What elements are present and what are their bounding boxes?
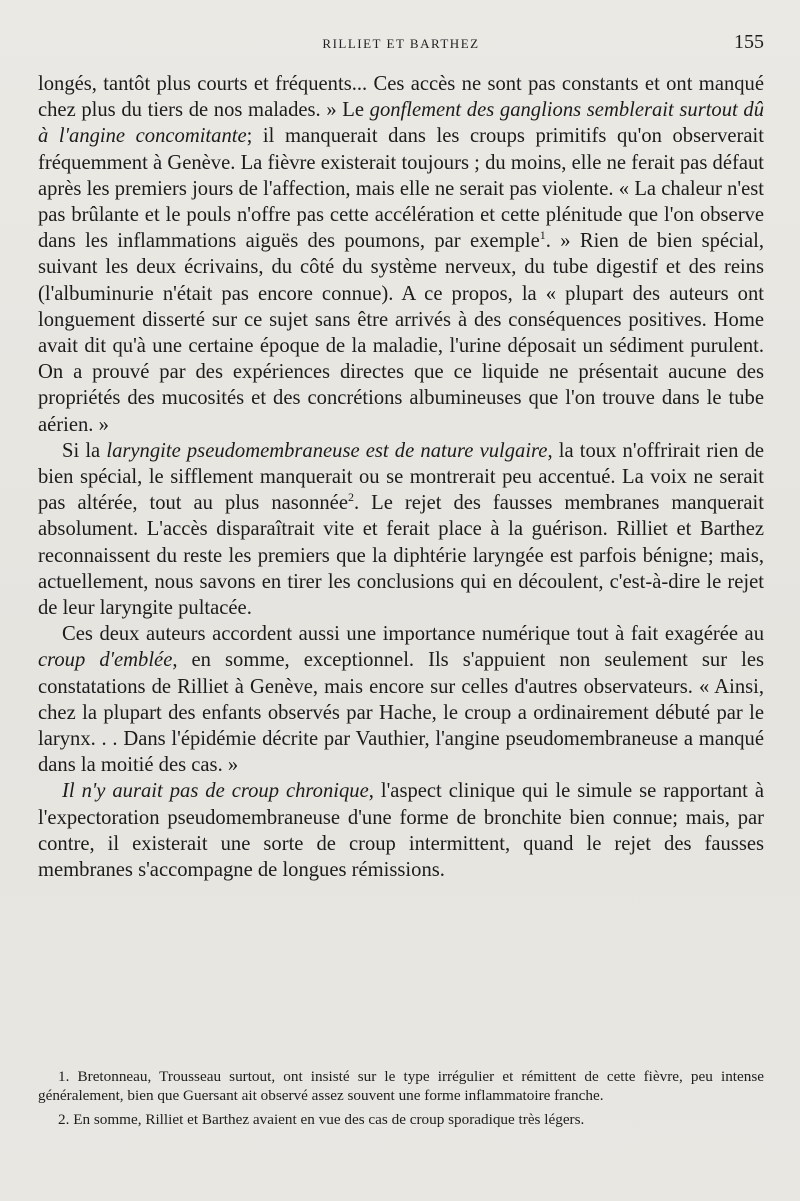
- running-head: [38, 32, 764, 58]
- text-run: ; il manquerait dans les croups primitifs qu'on observerait fréquemment à Genève. La fièvre existerait toujours ; du moins, elle ne ferait pas défaut après les premiers jours de l'affection, mais elle ne serait pas violente. « La chaleur n'est pas brûlante et le pouls n'offre pas cette accélération et cette plénitude que l'on observe dans les inflammations aiguës des poumons, par exemple: [38, 125, 764, 253]
- running-title: RILLIET ET BARTHEZ: [322, 36, 480, 51]
- footnote-2: 2. En somme, Rilliet et Barthez avaient en vue des cas de croup sporadique très légers.: [58, 1110, 585, 1128]
- text-run: . Le rejet des fausses membranes manquerait absolument. L'accès disparaîtrait vite et ferait place à la guérison. Rilliet et Barthez reconnaissent du reste les premiers que la diphtérie laryngée est parfois bénigne; mais, actuellement, nous savons en tirer les conclusions qui en découlent, c'est-à-dire le rejet de leur laryngite pultacée.: [38, 492, 764, 620]
- text-run: Si la: [62, 439, 107, 462]
- paragraph: [38, 778, 764, 883]
- footnote-ref: 1: [539, 228, 546, 243]
- text-run: , en somme, exceptionnel. Ils s'appuient non seulement sur les constatations de Rilliet à Genève, mais encore sur celles d'autres observateurs. « Ainsi, chez la plupart des enfants observés par Hache, le croup a ordinairement débuté par le larynx. . . Dans l'épidémie décrite par Vauthier, l'angine pseudomembraneuse a manqué dans la moitié des cas. »: [38, 649, 764, 777]
- text-run: longés, tantôt plus courts et fréquents... Ces accès ne sont pas constants et ont manqué chez plus du tiers de nos malades. » Le: [38, 73, 764, 122]
- text-run: , l'aspect clinique qui le simule se rapportant à l'expectoration pseudomembraneuse d'une forme de bronchite bien connue; mais, par contre, il existerait une sorte de croup intermittent, quand le rejet des fausses membranes s'accompagne de longues rémissions.: [38, 780, 764, 882]
- page-number: 155: [734, 31, 764, 53]
- text-run: Ces deux auteurs accordent aussi une importance numérique tout à fait exagérée au: [62, 623, 764, 646]
- paragraph: [38, 71, 764, 438]
- footnotes: [38, 1067, 764, 1133]
- text-run: . » Rien de bien spécial, suivant les deux écrivains, du côté du système nerveux, du tube digestif et des reins (l'albuminurie n'était pas encore connue). A ce propos, la « plupart des auteurs ont longuement disserté sur ce sujet sans être arrivés à des conséquences positives. Home avait dit qu'à une certaine époque de la maladie, l'urine déposait un sédiment purulent. On a prouvé par des expériences directes que ce liquide ne présentait aucune des propriétés des mucosités et des concrétions albumineuses que l'on trouve dans le tube aérien. »: [38, 230, 764, 436]
- italic-run: gonflement des ganglions semblerait surtout dû à l'angine concomitante: [38, 99, 764, 148]
- text-run: , la toux n'offrirait rien de bien spécial, le sifflement manquerait ou se montrerait peu accentué. La voix ne serait pas altérée, tout au plus nasonnée: [38, 439, 765, 515]
- paragraph: [38, 438, 764, 621]
- italic-run: laryngite pseudomembraneuse est de nature vulgaire: [106, 439, 548, 462]
- paragraph: [38, 621, 764, 778]
- body-text: [38, 71, 764, 883]
- footnote-1: 1. Bretonneau, Trousseau surtout, ont insisté sur le type irrégulier et rémittent de cette fièvre, peu intense généralement, bien que Guersant ait observé assez souvent une forme inflammatoire franche.: [38, 1068, 764, 1105]
- italic-run: Il n'y aurait pas de croup chronique: [62, 780, 369, 803]
- italic-run: croup d'emblée: [38, 649, 173, 672]
- footnote-ref: 2: [347, 490, 354, 505]
